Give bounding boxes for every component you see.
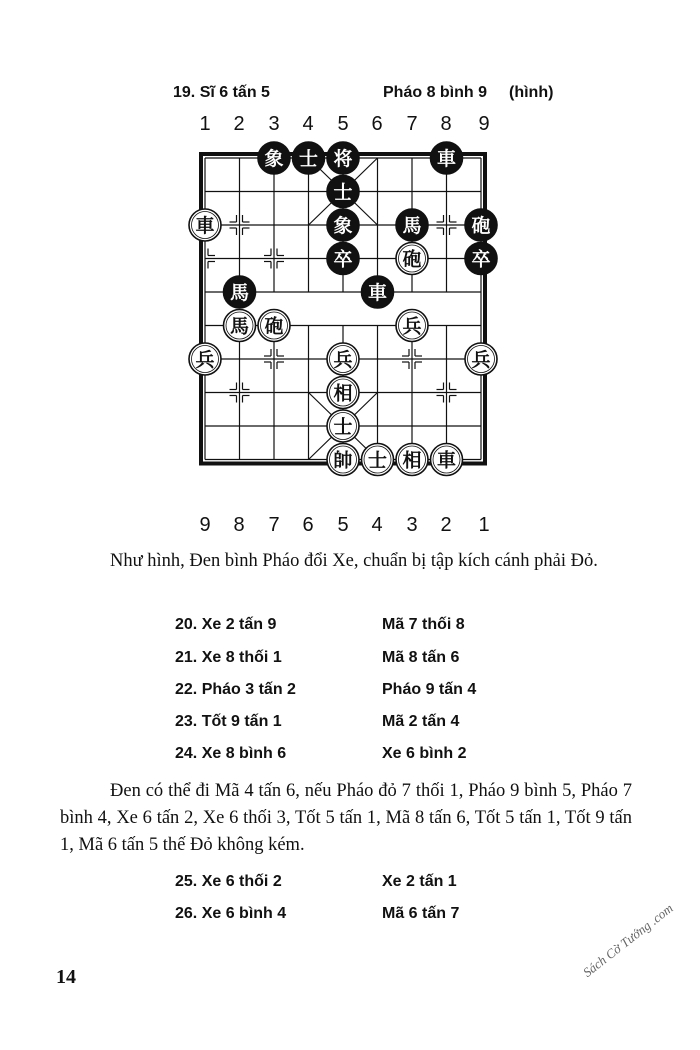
piece-red-soldier xyxy=(189,343,221,375)
paragraph-1-text: Như hình, Đen bình Pháo đổi Xe, chuẩn bị tập kích cánh phải Đỏ. xyxy=(110,551,598,571)
piece-glyph: 車 xyxy=(367,282,388,304)
piece-black-soldier xyxy=(327,243,359,275)
red-move: 25. Xe 6 thối 2 xyxy=(175,873,282,890)
piece-glyph: 砲 xyxy=(264,315,284,338)
file-number: 1 xyxy=(199,113,211,135)
piece-red-cannon xyxy=(396,243,428,275)
file-number: 8 xyxy=(440,113,452,135)
piece-glyph: 砲 xyxy=(402,248,422,271)
piece-glyph: 兵 xyxy=(471,349,491,371)
piece-glyph: 兵 xyxy=(402,315,422,338)
piece-black-elephant xyxy=(258,142,290,174)
piece-black-advisor xyxy=(327,176,359,208)
black-move: Xe 2 tấn 1 xyxy=(382,873,457,890)
piece-black-horse xyxy=(224,276,256,308)
paragraph-1 xyxy=(60,548,632,575)
piece-red-soldier xyxy=(327,343,359,375)
piece-black-chariot xyxy=(431,142,463,174)
black-move: Mã 7 thối 8 xyxy=(382,616,465,633)
piece-glyph: 馬 xyxy=(229,315,250,338)
piece-glyph: 帥 xyxy=(333,449,353,472)
piece-glyph: 馬 xyxy=(402,215,422,237)
piece-glyph: 象 xyxy=(264,148,284,170)
piece-glyph: 車 xyxy=(436,148,457,170)
file-number: 4 xyxy=(302,113,314,135)
piece-glyph: 車 xyxy=(195,215,215,237)
piece-black-general xyxy=(327,142,359,174)
piece-glyph: 卒 xyxy=(471,248,491,271)
piece-glyph: 士 xyxy=(333,181,353,204)
file-number: 7 xyxy=(406,113,418,135)
piece-red-soldier xyxy=(465,343,497,375)
red-move: 26. Xe 6 bình 4 xyxy=(175,905,287,922)
piece-glyph: 卒 xyxy=(333,248,353,271)
file-number: 7 xyxy=(268,514,280,536)
piece-red-soldier xyxy=(396,310,428,342)
red-move: 22. Pháo 3 tấn 2 xyxy=(175,681,296,698)
page-number: 14 xyxy=(56,966,76,988)
red-move: 23. Tốt 9 tấn 1 xyxy=(175,713,282,730)
piece-glyph: 相 xyxy=(402,449,422,472)
piece-red-cannon xyxy=(258,310,290,342)
piece-glyph: 象 xyxy=(333,215,353,237)
piece-red-advisor xyxy=(327,410,359,442)
diagram-note: (hình) xyxy=(509,84,554,101)
paragraph-2 xyxy=(60,778,632,859)
piece-glyph: 士 xyxy=(298,148,319,170)
paragraph-2-text: Đen có thể đi Mã 4 tấn 6, nếu Pháo đỏ 7 thối 1, Pháo 9 bình 5, Pháo 7 bình 4, Xe 6 tấn 2, Xe 6 thối 3, Tốt 5 tấn 1, Mã 8 tấn 6, Tốt 5 tấn 1, Tốt 9 tấn 1, Mã 6 tấn 5 thế Đỏ không kém. xyxy=(60,781,632,855)
file-number: 6 xyxy=(371,113,383,135)
file-number: 1 xyxy=(478,514,490,536)
file-number: 4 xyxy=(371,514,383,536)
black-move: Mã 2 tấn 4 xyxy=(382,713,460,730)
red-move: 24. Xe 8 bình 6 xyxy=(175,745,287,762)
piece-red-advisor xyxy=(362,444,394,476)
piece-black-chariot xyxy=(362,276,394,308)
watermark-corner: Sách Cờ Tướng .com xyxy=(580,900,676,980)
piece-red-general xyxy=(327,444,359,476)
diagram-red-move: 19. Sĩ 6 tấn 5 xyxy=(173,84,270,101)
file-number: 3 xyxy=(268,113,280,135)
piece-black-cannon xyxy=(465,209,497,241)
piece-glyph: 兵 xyxy=(333,349,353,371)
piece-glyph: 将 xyxy=(333,148,353,170)
file-number: 2 xyxy=(233,113,245,135)
piece-black-horse xyxy=(396,209,428,241)
piece-glyph: 車 xyxy=(436,449,457,472)
black-move: Pháo 9 tấn 4 xyxy=(382,681,477,698)
piece-red-elephant xyxy=(327,377,359,409)
piece-glyph: 相 xyxy=(333,382,353,405)
file-number: 9 xyxy=(199,514,211,536)
file-number: 6 xyxy=(302,514,314,536)
red-move: 20. Xe 2 tấn 9 xyxy=(175,616,277,633)
file-number: 3 xyxy=(406,514,418,536)
piece-red-chariot xyxy=(431,444,463,476)
piece-red-elephant xyxy=(396,444,428,476)
piece-glyph: 砲 xyxy=(471,215,491,237)
piece-glyph: 士 xyxy=(367,449,388,472)
piece-black-elephant xyxy=(327,209,359,241)
file-number: 8 xyxy=(233,514,245,536)
red-move: 21. Xe 8 thối 1 xyxy=(175,649,282,666)
piece-black-advisor xyxy=(293,142,325,174)
piece-glyph: 馬 xyxy=(229,282,250,304)
xiangqi-board xyxy=(0,0,700,520)
file-number: 9 xyxy=(478,113,490,135)
file-number: 5 xyxy=(337,514,349,536)
piece-red-horse xyxy=(224,310,256,342)
file-number: 5 xyxy=(337,113,349,135)
black-move: Mã 8 tấn 6 xyxy=(382,649,460,666)
diagram-black-move: Pháo 8 bình 9 xyxy=(383,84,488,101)
piece-red-chariot xyxy=(189,209,221,241)
piece-glyph: 士 xyxy=(333,416,353,438)
black-move: Xe 6 bình 2 xyxy=(382,745,467,762)
piece-glyph: 兵 xyxy=(195,349,215,371)
piece-black-soldier xyxy=(465,243,497,275)
black-move: Mã 6 tấn 7 xyxy=(382,905,460,922)
file-number: 2 xyxy=(440,514,452,536)
